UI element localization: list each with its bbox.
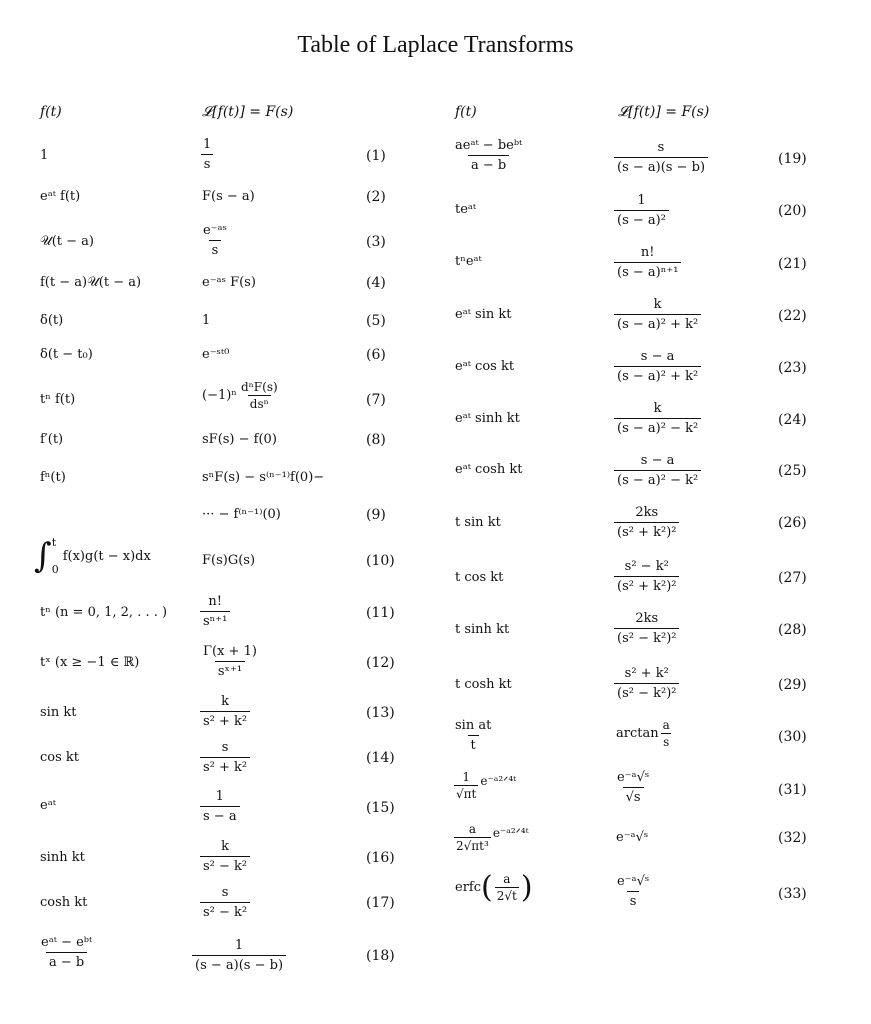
formula-number: (28)	[778, 622, 807, 638]
right-f-29: t cosh kt	[455, 677, 512, 692]
formula-number: (22)	[778, 308, 807, 324]
formula-number: (21)	[778, 256, 807, 272]
page-title: Table of Laplace Transforms	[297, 32, 574, 58]
right-f-27: t cos kt	[455, 570, 504, 585]
right-f-31: 1 √πt e⁻ᵃ²ᐟ⁴ᵗ	[456, 770, 517, 801]
right-f-33: erfc ( a 2√t )	[455, 869, 533, 905]
left-F-16: $\frac{k}{\text{s² − k²}}$	[200, 839, 250, 874]
formula-number: (16)	[366, 850, 395, 866]
formula-number: (13)	[366, 705, 395, 721]
left-f-15: eᵃᵗ	[40, 798, 56, 813]
left-f-5: δ(t)	[40, 313, 64, 328]
left-f-4: f(t − a)𝒰(t − a)	[40, 275, 142, 290]
left-F-13: $\frac{k}{\text{s² + k²}}$	[200, 694, 250, 729]
left-f-13: sin kt	[40, 705, 77, 720]
formula-number: (11)	[366, 605, 395, 621]
left-f-17: cosh kt	[40, 895, 88, 910]
left-F-9b: ··· − f⁽ⁿ⁻¹⁾(0)	[202, 507, 281, 522]
right-f-26: t sin kt	[455, 515, 501, 530]
left-f-1: 1	[40, 148, 49, 163]
left-F-14: $\frac{s}{\text{s² + k²}}$	[200, 740, 250, 775]
left-F-18: $\frac{1}{(s - a)(s - b)}$	[192, 938, 286, 973]
right-F-31: $\frac{\text{e⁻ᵃ√ˢ}}{√s}$	[617, 770, 650, 805]
formula-number: (25)	[778, 463, 807, 479]
formula-number: (24)	[778, 412, 807, 428]
header-left-f: f(t)	[40, 104, 62, 120]
right-F-21: $\frac{n!}{\text{(s − a)ⁿ⁺¹}}$	[614, 245, 681, 280]
left-f-12: tˣ (x ≥ −1 ∈ ℝ)	[40, 655, 140, 670]
integral-sign: ∫	[34, 536, 52, 576]
formula-number: (23)	[778, 360, 807, 376]
formula-number: (8)	[366, 432, 386, 448]
formula-number: (30)	[778, 729, 807, 745]
left-F-1: $\frac{1}{s}$	[200, 137, 214, 172]
left-F-11: $\frac{n!}{\text{sⁿ⁺¹}}$	[200, 594, 230, 629]
left-f-9a: fⁿ(t)	[40, 470, 66, 485]
formula-number: (15)	[366, 800, 395, 816]
formula-number: (19)	[778, 151, 807, 167]
right-F-33: $\frac{\text{e⁻ᵃ√ˢ}}{s}$	[617, 874, 650, 909]
formula-number: (3)	[366, 234, 386, 250]
formula-number: (26)	[778, 515, 807, 531]
header-right-f: f(t)	[455, 104, 477, 120]
left-F-15: $\frac{1}{s - a}$	[200, 789, 240, 824]
left-F-9a: sⁿF(s) − s⁽ⁿ⁻¹⁾f(0)−	[202, 470, 325, 485]
right-f-19: aeᵃᵗ − beᵇᵗ a − b	[455, 138, 523, 173]
left-f-11: tⁿ (n = 0, 1, 2, . . . )	[40, 605, 168, 620]
left-F-8: sF(s) − f(0)	[202, 432, 277, 447]
formula-number: (6)	[366, 347, 386, 363]
formula-number: (5)	[366, 313, 386, 329]
left-f-8: f′(t)	[40, 432, 64, 447]
right-F-29: $\frac{\text{s² + k²}}{\text{(s² − k²)²}}$	[614, 666, 679, 701]
header-right-F: 𝓛[f(t)] = F(s)	[618, 104, 710, 120]
right-f-23: eᵃᵗ cos kt	[455, 359, 515, 374]
right-f-20: teᵃᵗ	[455, 202, 477, 217]
formula-number: (1)	[366, 148, 386, 164]
left-f-3: 𝒰(t − a)	[40, 234, 94, 249]
left-F-12: $\frac{\Gamma(x + 1)}{\text{sˣ⁺¹}}$	[203, 644, 257, 679]
right-F-19: $\frac{s}{(s - a)(s - b)}$	[614, 140, 708, 175]
right-f-24: eᵃᵗ sinh kt	[455, 411, 520, 426]
left-F-3: $\frac{\text{e⁻ᵃˢ}}{s}$	[203, 223, 227, 258]
right-f-21: tⁿeᵃᵗ	[455, 254, 482, 269]
formula-number: (31)	[778, 782, 807, 798]
left-F-7: (−1)ⁿ dⁿF(s) dsⁿ	[202, 380, 278, 411]
formula-number: (12)	[366, 655, 395, 671]
left-F-4: e⁻ᵃˢ F(s)	[202, 275, 256, 290]
formula-number: (32)	[778, 830, 807, 846]
right-F-26: $\frac{2ks}{\text{(s² + k²)²}}$	[614, 505, 679, 540]
right-F-20: $\frac{1}{\text{(s − a)²}}$	[614, 193, 669, 228]
formula-number: (2)	[366, 189, 386, 205]
formula-number: (9)	[366, 507, 386, 523]
formula-number: (14)	[366, 750, 395, 766]
left-F-5: 1	[202, 313, 211, 328]
right-F-27: $\frac{\text{s² − k²}}{\text{(s² + k²)²}}$	[614, 559, 679, 594]
formula-number: (20)	[778, 203, 807, 219]
left-f-7: tⁿ f(t)	[40, 392, 76, 407]
right-paren: )	[520, 869, 533, 905]
right-F-24: $\frac{k}{\text{(s − a)² − k²}}$	[614, 401, 701, 436]
right-F-22: $\frac{k}{\text{(s − a)² + k²}}$	[614, 297, 701, 332]
left-F-6: e⁻ˢᵗ⁰	[202, 347, 230, 362]
formula-number: (4)	[366, 275, 386, 291]
header-left-F: 𝓛[f(t)] = F(s)	[202, 104, 294, 120]
left-f-18: eᵃᵗ − eᵇᵗ a − b	[41, 935, 93, 970]
formula-number: (29)	[778, 677, 807, 693]
formula-number: (7)	[366, 392, 386, 408]
right-f-30: $\frac{\text{sin at}}{t}$	[455, 718, 492, 753]
left-F-10: F(s)G(s)	[202, 553, 256, 568]
right-F-23: $\frac{s - a}{\text{(s − a)² + k²}}$	[614, 349, 701, 384]
left-F-17: $\frac{s}{\text{s² − k²}}$	[200, 885, 250, 920]
left-F-2: F(s − a)	[202, 189, 255, 204]
right-F-25: $\frac{s - a}{\text{(s − a)² − k²}}$	[614, 453, 701, 488]
formula-number: (17)	[366, 895, 395, 911]
right-f-28: t sinh kt	[455, 622, 510, 637]
formula-number: (33)	[778, 886, 807, 902]
left-paren: (	[481, 869, 493, 905]
right-f-22: eᵃᵗ sin kt	[455, 307, 512, 322]
right-F-28: $\frac{2ks}{\text{(s² − k²)²}}$	[614, 611, 679, 646]
right-f-25: eᵃᵗ cosh kt	[455, 462, 523, 477]
left-f-16: sinh kt	[40, 850, 85, 865]
right-F-30: arctan a s	[616, 718, 670, 749]
formula-number: (27)	[778, 570, 807, 586]
right-F-32: e⁻ᵃ√ˢ	[616, 830, 649, 845]
left-f-14: cos kt	[40, 750, 80, 765]
left-f-6: δ(t − t₀)	[40, 347, 93, 362]
left-f-10: ∫ t 0 f(x)g(t − x)dx	[34, 536, 151, 576]
formula-number: (18)	[366, 948, 395, 964]
formula-number: (10)	[366, 553, 395, 569]
left-f-2: eᵃᵗ f(t)	[40, 189, 81, 204]
right-f-32: a 2√πt³ e⁻ᵃ²ᐟ⁴ᵗ	[456, 822, 529, 853]
